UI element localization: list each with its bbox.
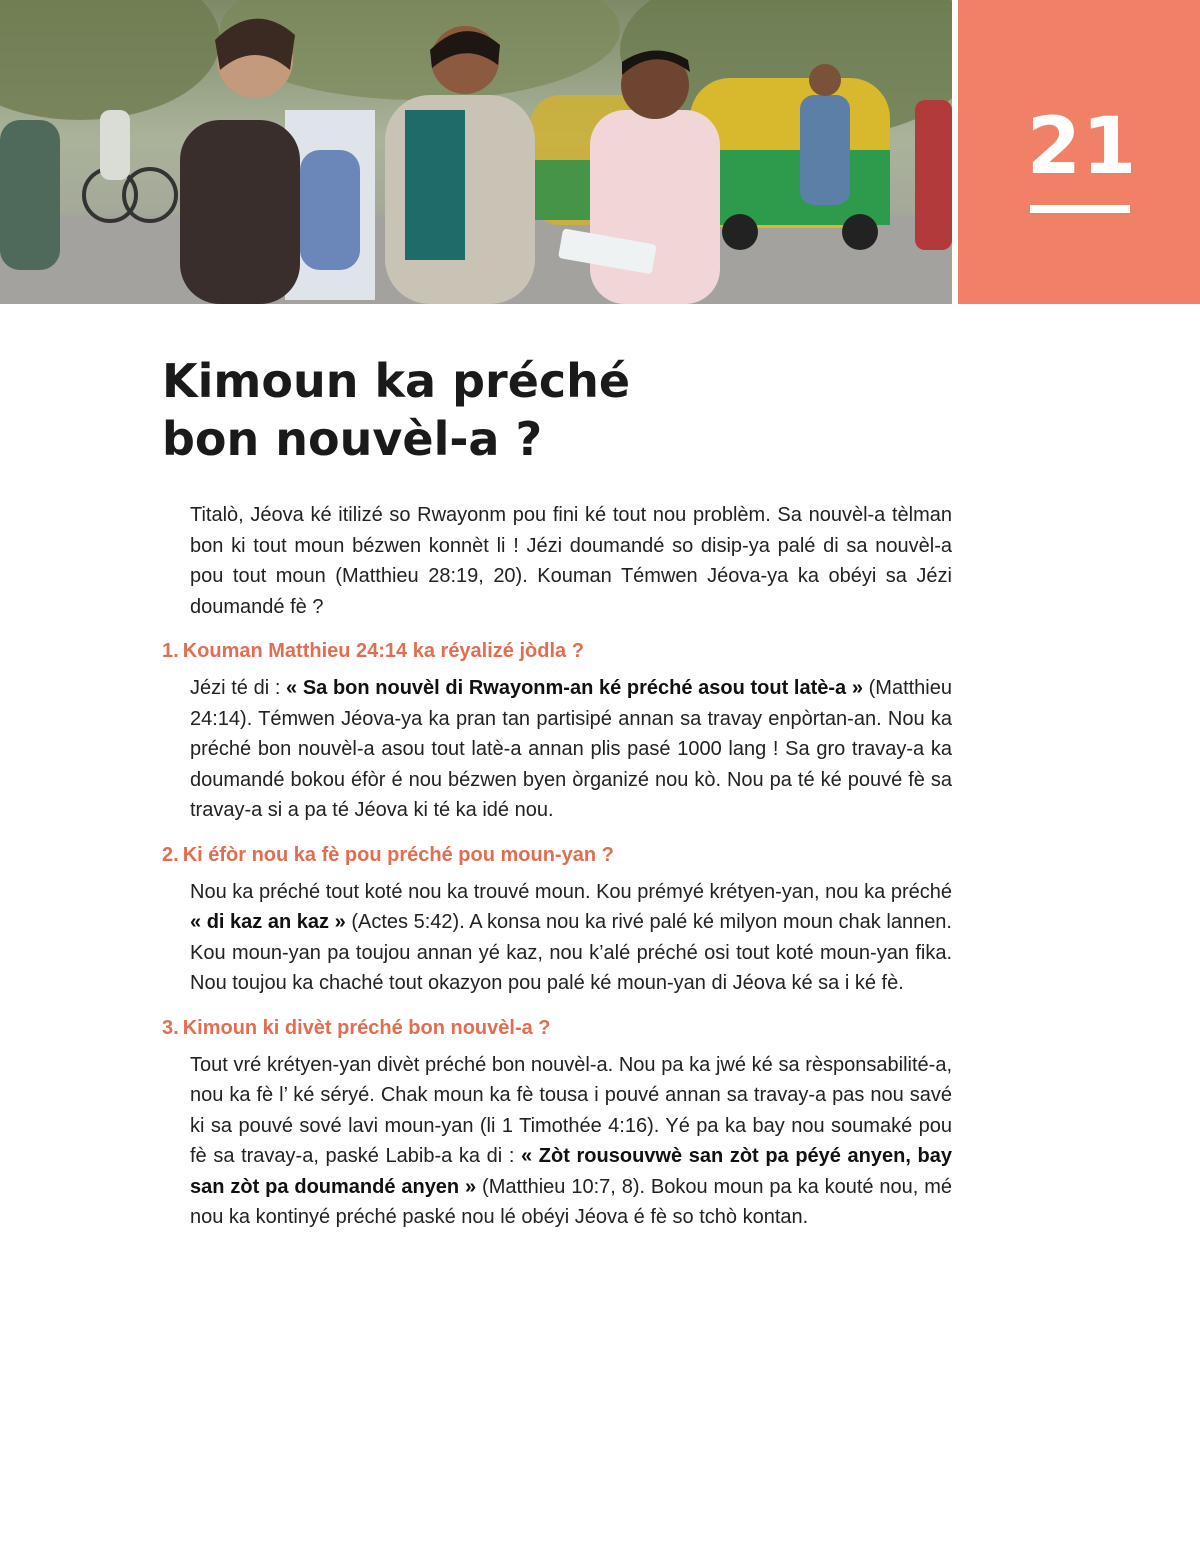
section-question: [162, 638, 952, 664]
paragraph-text: Jézi té di :: [190, 677, 287, 699]
page-title-line-2: bon nouvèl-a ?: [162, 412, 543, 466]
paragraph-text: Tout vré krétyen-yan divèt préché bon nouvèl-a. Nou pa ka jwé ké sa rèsponsabilité-a, nou ka fè l’ ké séryé. Chak moun ka fè tousa i pouvé annan sa travay-a pas nou savé ki sa pouvé sové lavi moun-yan (li 1 Timothée 4:16). Yé pa ka bay nou soumaké pou fè sa travay-a, paské Labib-a ka di :: [190, 1053, 952, 1167]
paragraph-text: (Matthieu 10:7, 8). Bokou moun pa ka kouté nou, mé nou ka kontinyé préché paské nou lé obéyi Jéova é fè so tchò kontan.: [190, 1175, 952, 1228]
paragraph-text: Nou ka préché tout koté nou ka trouvé moun. Kou prémyé krétyen-yan, nou ka préché: [190, 880, 952, 903]
section-paragraph: [190, 877, 952, 999]
page-title-line-1: Kimoun ka préché: [162, 354, 631, 408]
section-paragraph: [190, 673, 952, 826]
scripture-quote: « di kaz an kaz »: [190, 911, 346, 933]
intro-paragraph: Titalò, Jéova ké itilizé so Rwayonm pou fini ké tout nou problèm. Sa nouvèl-a tèlman bon ki tout moun bézwen konnèt li ! Jézi doumandé so disip-ya palé di sa nouvèl-a pou tout moun (Matthieu 28:19, 20). Kouman Témwen Jéova-ya ka obéyi sa Jézi doumandé fè ?: [190, 504, 952, 618]
question-number: 3.: [162, 1016, 179, 1039]
section-question: [162, 1015, 952, 1041]
paragraph-text: (Matthieu 24:14). Témwen Jéova-ya ka pran tan partisipé annan sa travay enpòrtan-an. Nou ka préché bon nouvèl-a asou tout latè-a annan plis pasé 1000 lang ! Sa gro travay-a ka doumandé bokou éfòr é nou bézwen byen òrganizé nou kò. Nou pa té ké pouvé fè sa travay-a si a pa té Jéova ki té ka idé nou.: [190, 677, 952, 821]
question-text: Kouman Matthieu 24:14 ka réyalizé jòdla ?: [182, 640, 584, 662]
page-title: [162, 352, 922, 468]
question-text: Ki éfòr nou ka fè pou préché pou moun-yan ?: [182, 843, 614, 866]
header-photo: [0, 0, 952, 304]
scripture-quote: « Sa bon nouvèl di Rwayonm-an ké préché asou tout latè-a »: [286, 677, 863, 699]
lesson-content: [162, 500, 952, 1233]
question-number: 1.: [162, 640, 179, 662]
section-3: [162, 1015, 952, 1233]
section-1: [162, 638, 952, 826]
paragraph-text: (Actes 5:42). A konsa nou ka rivé palé ké milyon moun chak lannen. Kou moun-yan pa toujou annan yé kaz, nou k’alé préché osi tout koté moun-yan fika. Nou toujou ka chaché tout okazyon pou palé ké moun-yan di Jéova ké sa i ké fè.: [190, 911, 952, 994]
section-2: [162, 842, 952, 999]
section-paragraph: [190, 1050, 952, 1233]
question-text: Kimoun ki divèt préché bon nouvèl-a ?: [182, 1016, 551, 1039]
section-question: [162, 842, 952, 868]
scripture-quote: « Zòt rousouvwè san zòt pa péyé anyen, bay san zòt pa doumandé anyen »: [190, 1145, 952, 1198]
lesson-number: 21: [1026, 102, 1138, 192]
lesson-number-underline: [1030, 205, 1130, 213]
lesson-number-tab: [958, 0, 1200, 304]
question-number: 2.: [162, 843, 179, 866]
